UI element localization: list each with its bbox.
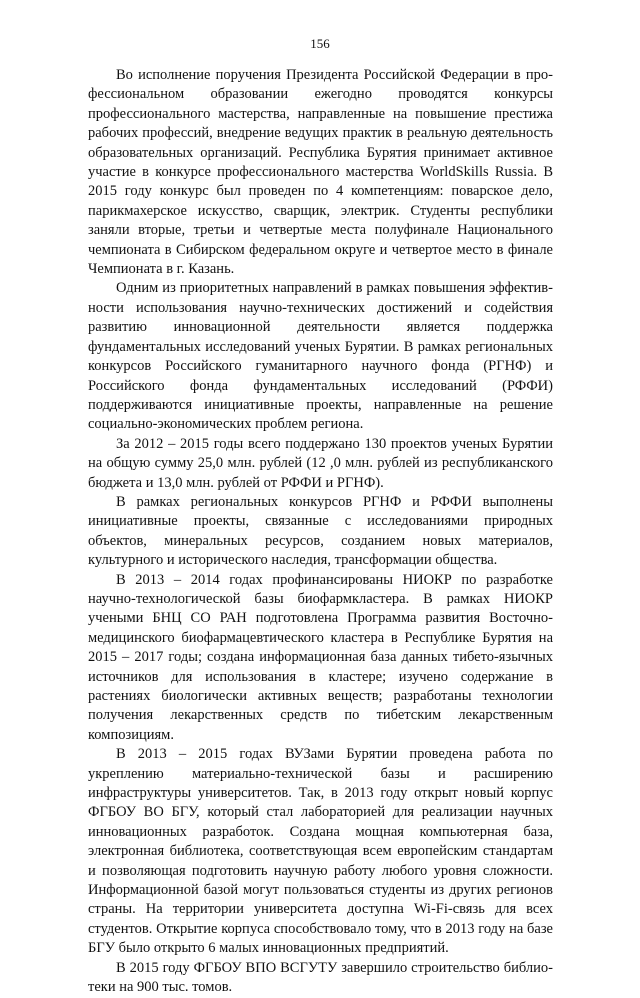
document-body <box>88 66 553 998</box>
paragraph-library: В 2015 году ФГБОУ ВПО ВСГУТУ завершило строительство библиотеки на 900 тыс. томов. <box>88 959 553 996</box>
paragraph-universities-infrastructure: В 2013 – 2015 годах ВУЗами Бурятии проведена работа по укреплению материально-технической базы и расширению инфраструктуры университетов. Так, в 2013 году открыт новый корпус ФГБОУ ВО БГУ, который стал лабораторией для реализации научных инновационных разработок. Создана мощная компьютерная база, электронная библиотека, соответствующая всем европейским стандартам и позволяющая подготовить научную работу любого уровня сложности. Информационной базой могут пользоваться студенты из других регионов страны. На территории университета доступна Wi-Fi-связь для всех студентов. Открытие корпуса способствовало тому, что в 2013 году на базе БГУ было открыто 6 малых инновационных предприятий. <box>88 746 553 957</box>
paragraph-fundamental-research: Одним из приоритетных направлений в рамках повышения эффективности использования научно-технических достижений и содействия развитию инновационной деятельности является поддержка фундаментальных исследований ученых Бурятии. В рамках региональных конкурсов Российского гуманитарного научного фонда (РГНФ) и Российского фонда фундаментальных исследований (РФФИ) поддерживаются инициативные проекты, направленные на решение социально-экономических проблем региона. <box>88 280 553 433</box>
paragraph-projects-funding: За 2012 – 2015 годы всего поддержано 130 проектов ученых Бурятии на общую сумму 25,0 млн. рублей (12 ,0 млн. рублей из республиканского бюджета и 13,0 млн. рублей от РФФИ и РГНФ). <box>88 435 553 491</box>
paragraph-biopharm-cluster: В 2013 – 2014 годах профинансированы НИОКР по разработке научно-технологической базы биофармкластера. В рамках НИОКР учеными БНЦ СО РАН подготовлена Программа развития Восточно-медицинского биофармацевтического кластера в Республике Бурятия на 2015 – 2017 годы; создана информационная база данных тибето-язычных источников для использования в кластере; изучено содержание в растениях биологически активных веществ; разработаны технологии получения лекарственных средств по тибетским лекарственным композициям. <box>88 571 553 743</box>
page-number: 156 <box>310 36 330 51</box>
paragraph-initiative-projects: В рамках региональных конкурсов РГНФ и РФФИ выполнены инициативные проекты, связанные с исследованиями природных объектов, минеральных ресурсов, созданием новых материалов, культурного и исторического наследия, трансформации общества. <box>88 493 553 569</box>
paragraph-worldskills: Во исполнение поручения Президента Российской Федерации в профессиональном образовании ежегодно проводятся конкурсы профессионального мастерства, направленные на повышение престижа рабочих профессий, внедрение ведущих практик в реальную деятельность образовательных организаций. Республика Бурятия принимает активное участие в конкурсе профессионального мастерства WorldSkills Russia. В 2015 году конкурс был проведен по 4 компетенциям: поварское дело, парикмахерское искусство, сварщик, электрик. Студенты республики заняли вторые, третьи и четвертые места полуфинале Национального чемпионата в Сибирском федеральном округе и четвертое место в финале Чемпионата в г. Казань. <box>88 67 553 278</box>
